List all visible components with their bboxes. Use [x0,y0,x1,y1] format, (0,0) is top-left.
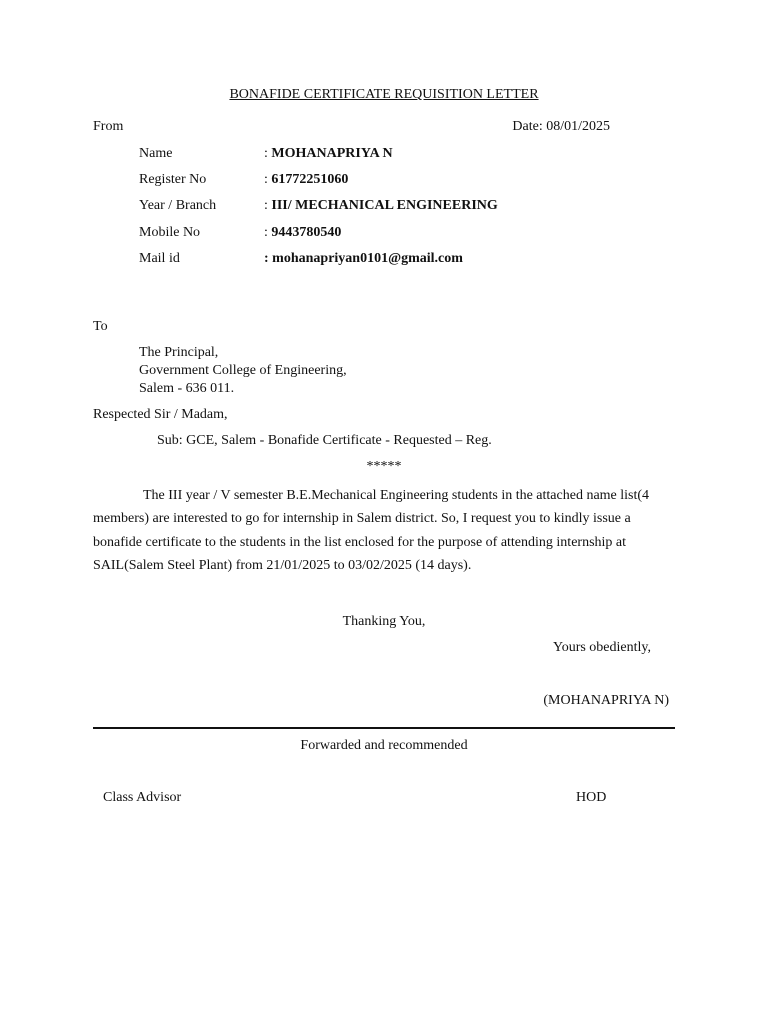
recipient-line-2: Government College of Engineering, [139,363,347,378]
name-label: Name [139,146,173,161]
from-label: From [93,119,124,134]
recipient-line-3: Salem - 636 011. [139,381,235,396]
subject-line: Sub: GCE, Salem - Bonafide Certificate - Requested – Reg. [157,433,492,448]
letter-body-text: The III year / V semester B.E.Mechanical Engineering students in the attached name list(4 members) are interested to go for internship in Salem district. So, I request you to kindly issue a bonafide certificate to the students in the list enclosed for the purpose of attending internship at SAIL(Salem Steel Plant) from 21/01/2025 to 03/02/2025 (14 days). [93,488,650,573]
hod-label: HOD [576,790,607,805]
signature-name: (MOHANAPRIYA N) [543,693,669,708]
letter-body [93,484,673,577]
class-advisor-label: Class Advisor [103,790,182,805]
divider-line [93,727,675,729]
register-no-text: 61772251060 [271,172,349,187]
recipient-line-1: The Principal, [139,345,219,360]
letter-title: BONAFIDE CERTIFICATE REQUISITION LETTER [229,87,539,102]
year-branch-label: Year / Branch [139,198,217,213]
salutation: Respected Sir / Madam, [93,407,228,422]
mobile-no-value: : 9443780540 [264,225,342,240]
name-value: : MOHANAPRIYA N [264,146,393,161]
year-branch-text: III/ MECHANICAL ENGINEERING [271,198,498,213]
mobile-no-text: 9443780540 [271,225,342,240]
mobile-no-label: Mobile No [139,225,201,240]
forwarded-line: Forwarded and recommended [300,738,468,753]
to-label: To [93,319,108,334]
mail-id-value: : mohanapriyan0101@gmail.com [264,251,463,266]
mail-id-text: mohanapriyan0101@gmail.com [272,251,463,266]
thanking-line: Thanking You, [342,614,426,629]
register-no-value: : 61772251060 [264,172,349,187]
mail-id-label: Mail id [139,251,180,266]
year-branch-value: : III/ MECHANICAL ENGINEERING [264,198,498,213]
register-no-label: Register No [139,172,207,187]
name-text: MOHANAPRIYA N [271,146,393,161]
separator-stars: ***** [366,459,402,474]
letter-date: Date: 08/01/2025 [512,119,610,134]
closing-line: Yours obediently, [552,640,651,655]
